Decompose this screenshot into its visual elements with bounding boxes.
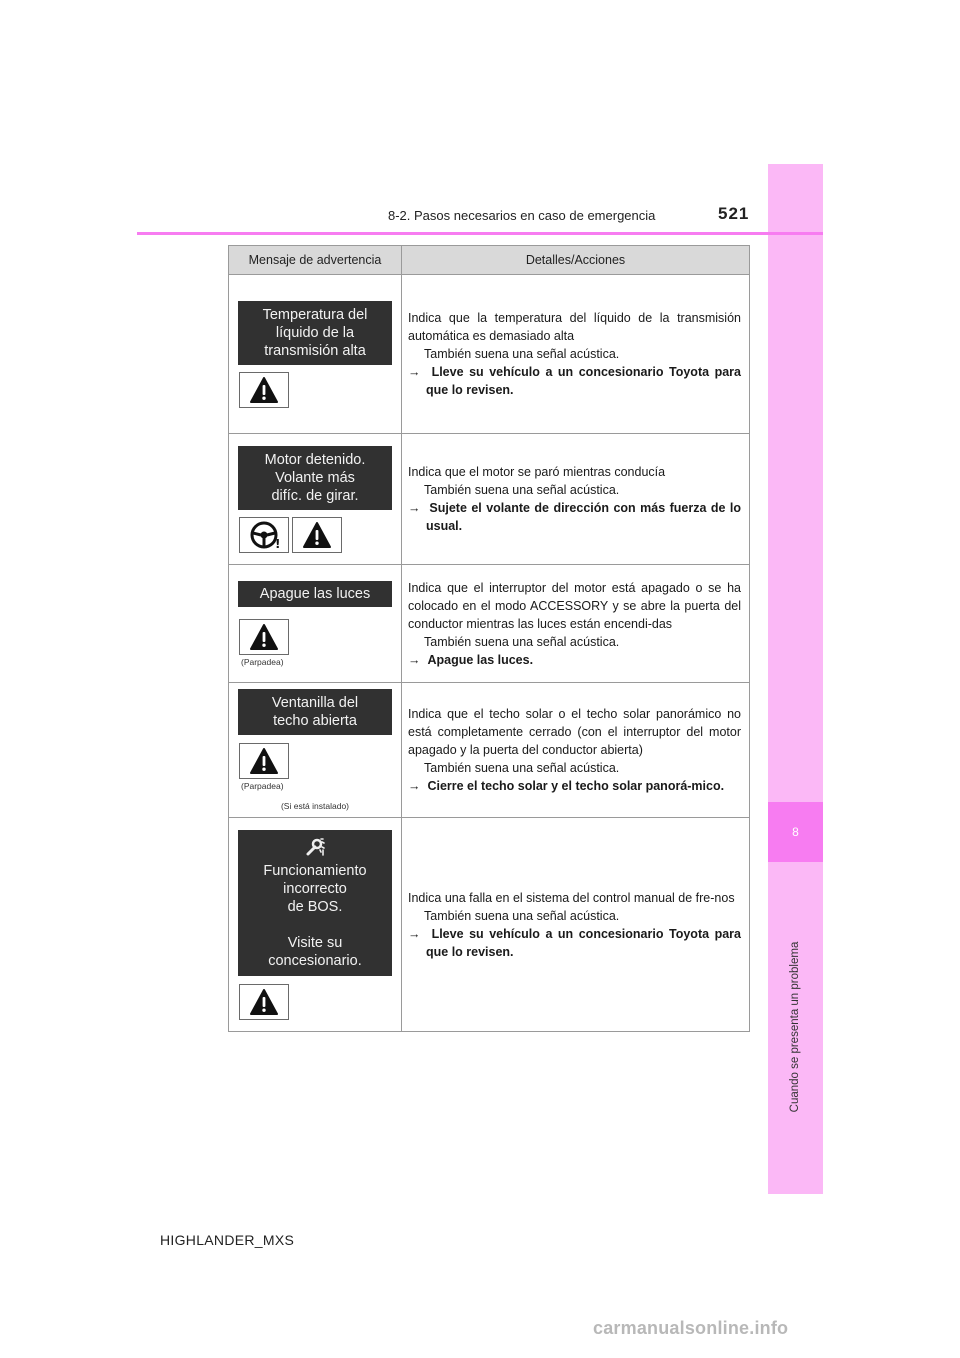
message-cell [229, 683, 402, 818]
warning-message-text: Apague las luces [259, 585, 371, 602]
header-rule [137, 232, 823, 235]
action-arrow: → [408, 365, 421, 379]
details-cell [402, 565, 750, 683]
message-cell [229, 565, 402, 683]
detail-description: Indica que el motor se paró mientras conducía [408, 465, 666, 479]
details-cell [402, 434, 750, 565]
detail-action: Lleve su vehículo a un concesionario Toyota para que lo revisen. [426, 926, 741, 959]
details-cell [402, 275, 750, 434]
installed-note: (Si está instalado) [280, 801, 350, 811]
warning-triangle-icon [239, 743, 289, 779]
action-arrow: → [408, 501, 421, 515]
action-arrow: → [408, 652, 421, 667]
action-arrow: → [408, 779, 421, 793]
watermark: carmanualsonline.info [593, 1318, 789, 1338]
detail-sound: También suena una señal acústica. [424, 761, 620, 775]
warning-message-display [238, 581, 392, 607]
svg-text:!: ! [275, 536, 281, 551]
message-cell [229, 434, 402, 565]
model-footer: HIGHLANDER_MXS [160, 1232, 295, 1248]
chapter-title: Cuando se presenta un problema [789, 941, 801, 1113]
detail-description: Indica una falla en el sistema del control manual de fre-nos [408, 890, 735, 905]
warning-message-text: Temperatura del líquido de la transmisión alta [262, 306, 368, 359]
table-row [229, 565, 750, 683]
warning-triangle-icon [239, 372, 289, 408]
page-number: 521 [718, 204, 750, 223]
warning-message-text: Ventanilla del techo abierta [271, 695, 359, 729]
detail-action: Sujete el volante de dirección con más fuerza de lo usual. [426, 501, 741, 533]
table-row [229, 434, 750, 565]
action-arrow: → [408, 926, 421, 941]
details-cell [402, 818, 750, 1032]
warning-message-display [238, 301, 392, 365]
column-header-details: Detalles/Acciones [402, 246, 750, 275]
detail-action: Apague las luces. [427, 652, 534, 667]
detail-sound: También suena una señal acústica. [424, 483, 620, 497]
table-row [229, 683, 750, 818]
chapter-number: 8 [768, 802, 823, 862]
table-row [229, 275, 750, 434]
blink-note: (Parpadea) [241, 781, 284, 791]
warning-message-text: Motor detenido. Volante más difíc. de girar. [264, 451, 366, 504]
table-row [229, 818, 750, 1032]
warning-message-display [238, 830, 392, 976]
message-cell [229, 818, 402, 1032]
column-header-message: Mensaje de advertencia [229, 246, 402, 275]
steering-wheel-warning-icon [239, 517, 289, 553]
warning-triangle-icon [292, 517, 342, 553]
warning-message-display [238, 446, 392, 510]
warning-triangle-icon [239, 984, 289, 1020]
detail-sound: También suena una señal acústica. [424, 908, 620, 923]
message-cell [229, 275, 402, 434]
detail-action: Cierre el techo solar y el techo solar panorá-mico. [427, 779, 725, 793]
detail-action: Lleve su vehículo a un concesionario Toyota para que lo revisen. [426, 365, 741, 397]
blink-note: (Parpadea) [241, 656, 284, 667]
detail-description: Indica que el interruptor del motor está apagado o se ha colocado en el modo ACCESSORY y se abre la puerta del conductor mientras las luces están encendi-das [408, 580, 741, 631]
wrench-icon [304, 836, 326, 858]
detail-sound: También suena una señal acústica. [424, 347, 620, 361]
warning-message-text: Funcionamiento incorrecto de BOS. Visite su concesionario. [263, 862, 367, 969]
detail-sound: También suena una señal acústica. [424, 634, 620, 649]
warning-table [228, 245, 750, 1032]
warning-message-display [238, 689, 392, 735]
warning-triangle-icon [239, 619, 289, 655]
detail-description: Indica que el techo solar o el techo solar panorámico no está completamente cerrado (con el interruptor del motor apagado y la puerta del conductor abierta) [408, 707, 741, 757]
section-title: 8-2. Pasos necesarios en caso de emergencia [388, 208, 656, 223]
details-cell [402, 683, 750, 818]
detail-description: Indica que la temperatura del líquido de la transmisión automática es demasiado alta [408, 311, 741, 343]
table-header-row [229, 246, 750, 275]
